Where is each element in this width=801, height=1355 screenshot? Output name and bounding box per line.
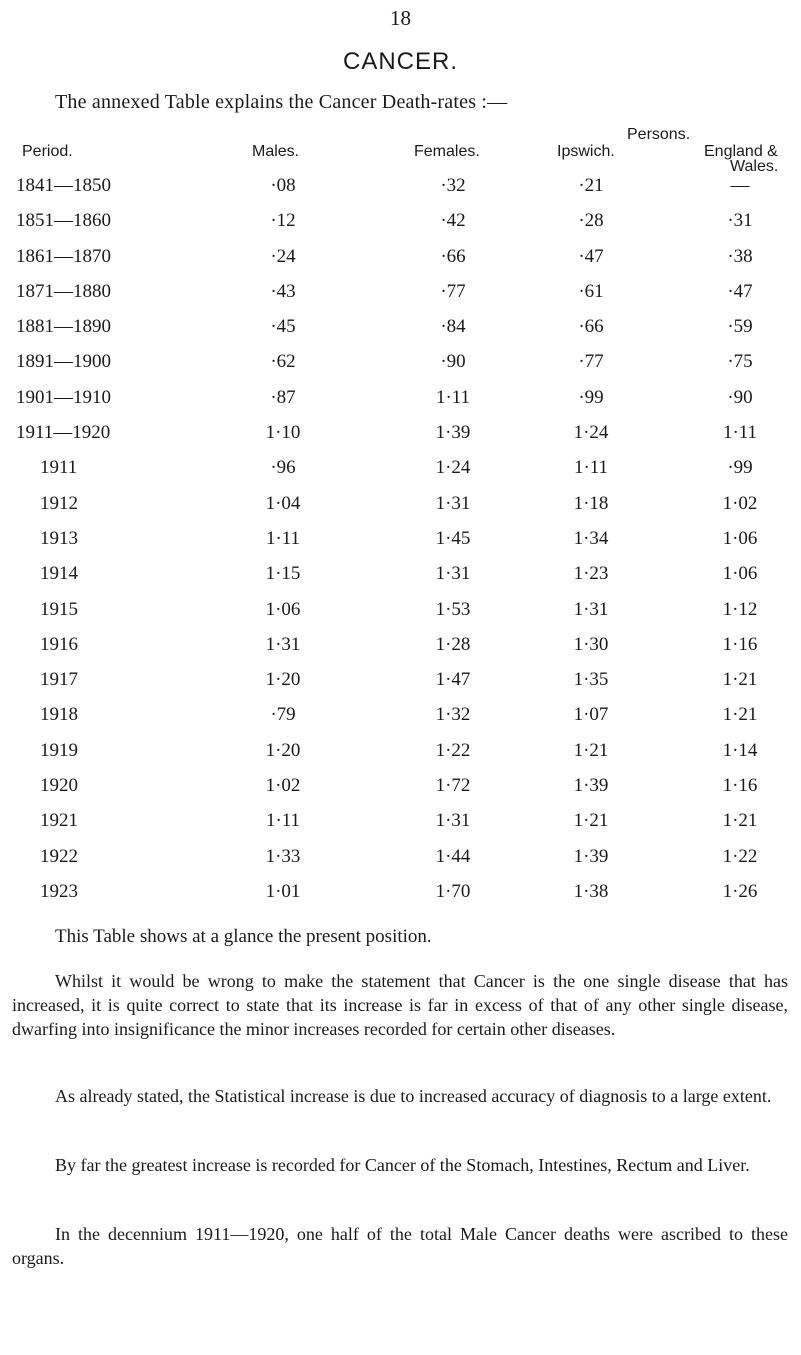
cell-females: ·77 (440, 280, 466, 302)
cell-period: 1923 (40, 880, 78, 902)
cell-females: 1·70 (435, 880, 471, 902)
cell-england: — (730, 175, 750, 196)
cell-ipswich: 1·30 (573, 633, 609, 655)
cell-ipswich: ·28 (578, 210, 604, 232)
cell-period: 1915 (40, 598, 78, 620)
cell-england: 1·26 (722, 880, 758, 902)
cell-england: 1·21 (722, 704, 758, 726)
cell-males: 1·11 (265, 810, 301, 832)
cell-males: 1·20 (265, 669, 301, 691)
cell-england: 1·21 (722, 810, 758, 832)
header-females: Females. (414, 143, 480, 160)
cell-england: ·38 (727, 245, 753, 267)
cell-males: 1·04 (265, 492, 301, 514)
cell-period: 1913 (40, 527, 78, 549)
cell-ipswich: 1·18 (573, 492, 609, 514)
table-row (0, 246, 801, 281)
cell-females: 1·32 (435, 704, 471, 726)
table-row (0, 422, 801, 457)
paragraph: This Table shows at a glance the present position. (55, 926, 432, 947)
table-row (0, 810, 801, 845)
table-row (0, 316, 801, 351)
cell-ipswich: ·77 (578, 351, 604, 373)
cell-period: 1918 (40, 704, 78, 726)
cell-period: 1901—1910 (16, 386, 111, 408)
table-row (0, 281, 801, 316)
cell-females: 1·45 (435, 527, 471, 549)
cell-ipswich: ·99 (578, 386, 604, 408)
cell-males: ·24 (270, 245, 296, 267)
cell-period: 1861—1870 (16, 245, 111, 267)
cell-period: 1920 (40, 775, 78, 797)
cell-england: ·47 (727, 280, 753, 302)
cell-england: ·99 (727, 457, 753, 479)
cell-males: ·43 (270, 280, 296, 302)
cell-england: 1·06 (722, 527, 758, 549)
cell-males: ·87 (270, 386, 296, 408)
cell-females: 1·53 (435, 598, 471, 620)
cell-females: 1·11 (435, 386, 471, 408)
cell-females: 1·28 (435, 633, 471, 655)
cell-females: 1·22 (435, 739, 471, 761)
cell-ipswich: 1·21 (573, 810, 609, 832)
cell-england: 1·14 (722, 739, 758, 761)
table-row (0, 387, 801, 422)
death-rate-table (0, 175, 801, 916)
cell-females: ·42 (440, 210, 466, 232)
cell-period: 1851—1860 (16, 210, 111, 232)
cell-ipswich: 1·34 (573, 527, 609, 549)
header-males: Males. (252, 143, 300, 160)
table-row (0, 775, 801, 810)
table-row (0, 740, 801, 775)
table-row (0, 599, 801, 634)
cell-females: 1·39 (435, 422, 471, 444)
table-row (0, 634, 801, 669)
cell-ipswich: 1·11 (573, 457, 609, 479)
cell-england: 1·02 (722, 492, 758, 514)
cell-males: ·79 (270, 704, 296, 726)
table-row (0, 846, 801, 881)
cell-period: 1891—1900 (16, 351, 111, 373)
table-row (0, 351, 801, 386)
cell-period: 1916 (40, 633, 78, 655)
cell-ipswich: 1·24 (573, 422, 609, 444)
cell-period: 1921 (40, 810, 78, 832)
header-ipswich: Ipswich. (557, 143, 615, 160)
cell-females: 1·47 (435, 669, 471, 691)
cell-females: 1·24 (435, 457, 471, 479)
cell-period: 1917 (40, 669, 78, 691)
cell-england: ·75 (727, 351, 753, 373)
table-row (0, 704, 801, 739)
header-persons: Persons. (627, 126, 691, 143)
header-england: England & (704, 143, 778, 160)
cell-males: ·62 (270, 351, 296, 373)
table-row (0, 210, 801, 245)
paragraph: As already stated, the Statistical increase is due to increased accuracy of diagnosis to a large extent. (55, 1086, 772, 1106)
cell-england: 1·16 (722, 775, 758, 797)
paragraph: By far the greatest increase is recorded for Cancer of the Stomach, Intestines, Rectum and Liver. (55, 1155, 750, 1175)
intro-text: The annexed Table explains the Cancer Death-rates :— (55, 91, 508, 113)
cell-ipswich: 1·23 (573, 563, 609, 585)
cell-females: ·90 (440, 351, 466, 373)
cell-england: 1·12 (722, 598, 758, 620)
header-period: Period. (22, 143, 73, 160)
cell-ipswich: 1·39 (573, 845, 609, 867)
cell-period: 1841—1850 (16, 175, 111, 196)
cell-ipswich: 1·39 (573, 775, 609, 797)
header-england-wales: Wales. (730, 158, 779, 175)
cell-ipswich: ·66 (578, 316, 604, 338)
cell-period: 1914 (40, 563, 78, 585)
table-row (0, 175, 801, 210)
cell-ipswich: ·21 (578, 175, 604, 196)
cell-females: 1·44 (435, 845, 471, 867)
table-row (0, 563, 801, 598)
cell-females: 1·72 (435, 775, 471, 797)
cell-england: 1·16 (722, 633, 758, 655)
cell-males: 1·15 (265, 563, 301, 585)
cell-males: 1·33 (265, 845, 301, 867)
cell-males: 1·11 (265, 527, 301, 549)
cell-females: ·32 (440, 175, 466, 196)
table-row (0, 493, 801, 528)
cell-males: ·08 (270, 175, 296, 196)
cell-ipswich: 1·38 (573, 880, 609, 902)
paragraph: In the decennium 1911—1920, one half of the total Male Cancer deaths were ascribed to these organs. (12, 1224, 788, 1268)
cell-ipswich: ·61 (578, 280, 604, 302)
cell-ipswich: 1·21 (573, 739, 609, 761)
cell-england: ·59 (727, 316, 753, 338)
page-number: 18 (390, 6, 411, 30)
page-title: CANCER. (342, 48, 458, 75)
cell-england: 1·21 (722, 669, 758, 691)
cell-males: 1·20 (265, 739, 301, 761)
cell-ipswich: ·47 (578, 245, 604, 267)
cell-england: ·90 (727, 386, 753, 408)
cell-period: 1919 (40, 739, 78, 761)
cell-england: 1·22 (722, 845, 758, 867)
cell-period: 1911—1920 (16, 422, 111, 444)
paragraph: Whilst it would be wrong to make the statement that Cancer is the one single disease that has increased, it is quite correct to state that its increase is far in excess of that of any other single disease, dwarfing into insignificance the minor increases recorded for certain other diseases. (12, 971, 788, 1039)
cell-males: 1·31 (265, 633, 301, 655)
cell-england: ·31 (727, 210, 753, 232)
cell-males: 1·01 (265, 880, 301, 902)
cell-period: 1911 (40, 457, 78, 479)
cell-females: 1·31 (435, 810, 471, 832)
cell-males: ·45 (270, 316, 296, 338)
cell-period: 1912 (40, 492, 78, 514)
cell-ipswich: 1·07 (573, 704, 609, 726)
cell-males: 1·06 (265, 598, 301, 620)
table-row (0, 881, 801, 916)
cell-ipswich: 1·31 (573, 598, 609, 620)
cell-males: ·12 (270, 210, 296, 232)
cell-females: ·66 (440, 245, 466, 267)
table-row (0, 457, 801, 492)
cell-males: ·96 (270, 457, 296, 479)
cell-females: 1·31 (435, 492, 471, 514)
cell-ipswich: 1·35 (573, 669, 609, 691)
table-row (0, 669, 801, 704)
cell-females: ·84 (440, 316, 466, 338)
cell-period: 1881—1890 (16, 316, 111, 338)
cell-males: 1·10 (265, 422, 301, 444)
cell-period: 1871—1880 (16, 280, 111, 302)
table-row (0, 528, 801, 563)
cell-period: 1922 (40, 845, 78, 867)
cell-males: 1·02 (265, 775, 301, 797)
cell-england: 1·06 (722, 563, 758, 585)
cell-england: 1·11 (722, 422, 758, 444)
cell-females: 1·31 (435, 563, 471, 585)
